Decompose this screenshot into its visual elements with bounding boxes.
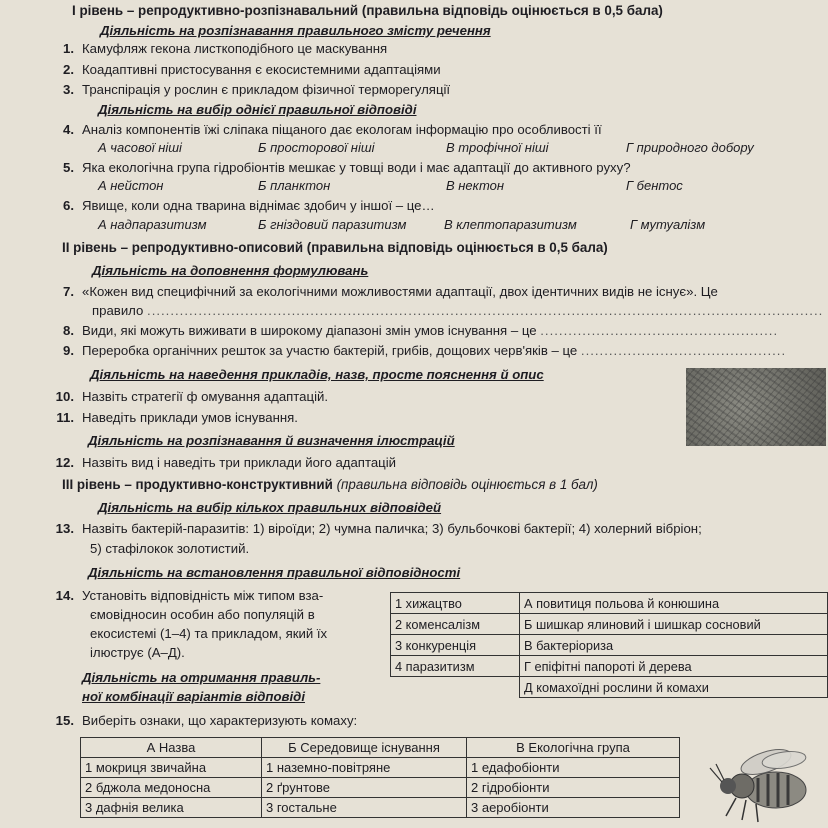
header-eco-group: В Екологічна група: [467, 738, 680, 758]
bee-illustration: [706, 738, 824, 826]
table-row: 1 мокриця звичайна 1 наземно-повітряне 1 едафобіонти: [81, 758, 680, 778]
activity-recognition-heading: Діяльність на розпізнавання правильного змісту речення: [100, 23, 491, 38]
question-15: 15. Виберіть ознаки, що характеризують комаху:: [55, 713, 358, 728]
q5-option-b: Б планктон: [258, 178, 331, 193]
level-1-title: І рівень – репродуктивно-розпізнавальний (правильна відповідь оцінюється в 0,5 бала): [72, 3, 663, 18]
match-right-a: А повитиця польова й конюшина: [520, 593, 828, 614]
q4-option-c: В трофічної ніші: [446, 140, 549, 155]
activity-combination-heading-line1: Діяльність на отримання правиль-: [82, 670, 321, 685]
question-14-line2: ємовідносин особин або популяцій в: [90, 607, 315, 622]
question-2: 2. Коадаптивні пристосування є екосистемними адаптаціями: [63, 62, 441, 77]
q5-option-a: А нейстон: [98, 178, 164, 193]
q6-option-a: А надпаразитизм: [98, 217, 207, 232]
activity-combination-heading-line2: ної комбінації варіантів відповіді: [82, 689, 305, 704]
question-7-line2: правило .................................................................................................................................................: [92, 303, 824, 318]
question-14: 14. Установіть відповідність між типом вза-: [55, 588, 324, 603]
q5-option-c: В нектон: [446, 178, 505, 193]
q6-option-b: Б гніздовий паразитизм: [258, 217, 407, 232]
question-3: 3. Транспірація у рослин є прикладом фізичної терморегуляції: [63, 82, 451, 97]
question-11: 11. Наведіть приклади умов існування.: [56, 410, 298, 425]
q4-option-a: А часової ніші: [98, 140, 182, 155]
match-right-c: В бактеріориза: [520, 635, 828, 656]
q4-option-b: Б просторової ніші: [258, 140, 375, 155]
question-12: 12. Назвіть вид і наведіть три приклади його адаптацій: [55, 455, 397, 470]
level-2-title: ІІ рівень – репродуктивно-описовий (правильна відповідь оцінюється в 0,5 бала): [62, 240, 608, 255]
question-10: 10. Назвіть стратегії ф омування адаптацій.: [55, 389, 329, 404]
table-row: 2 бджола медоносна 2 ґрунтове 2 гідробіонти: [81, 778, 680, 798]
question-13: 13. Назвіть бактерій-паразитів: 1) віроїди; 2) чумна паличка; 3) бульбочкові бактерії; 4) холерний вібріон;: [55, 521, 702, 536]
question-14-line4: ілюструє (А–Д).: [90, 645, 185, 660]
insect-table: [80, 737, 680, 818]
match-right-b: Б шишкар ялиновий і шишкар сосновий: [520, 614, 828, 635]
activity-single-choice-heading: Діяльність на вибір однієї правильної відповіді: [98, 102, 417, 117]
header-name: А Назва: [81, 738, 262, 758]
q5-option-d: Г бентос: [626, 178, 683, 193]
question-4: 4. Аналіз компонентів їжі сліпака піщаного дає екологам інформацію про особливості її: [63, 122, 602, 137]
q6-option-d: Г мутуалізм: [630, 217, 706, 232]
match-right-e: Д комахоїдні рослини й комахи: [520, 677, 828, 698]
match-left-2: 2 коменсалізм: [391, 614, 520, 635]
question-6: 6. Явище, коли одна тварина віднімає здобич у іншої – це…: [63, 198, 435, 213]
activity-examples-heading: Діяльність на наведення прикладів, назв, просте пояснення й опис: [90, 367, 544, 382]
question-7: 7. «Кожен вид специфічний за екологічними можливостями адаптації, двох ідентичних видів не існує». Це: [63, 284, 718, 299]
match-left-3: 3 конкуренція: [391, 635, 520, 656]
q6-option-c: В клептопаразитизм: [444, 217, 577, 232]
question-8: 8. Види, які можуть виживати в широкому діапазоні змін умов існування – це ...................................................: [63, 323, 779, 338]
q4-option-d: Г природного добору: [626, 140, 754, 155]
table-row: 3 дафнія велика 3 гостальне 3 аеробіонти: [81, 798, 680, 818]
level-3-title: ІІІ рівень – продуктивно-конструктивний (правильна відповідь оцінюється в 1 бал): [62, 477, 598, 492]
activity-matching-heading: Діяльність на встановлення правильної відповідності: [88, 565, 461, 580]
illustration-photo: [686, 368, 826, 446]
activity-illustration-heading: Діяльність на розпізнавання й визначення ілюстрацій: [88, 433, 455, 448]
question-5: 5. Яка екологічна група гідробіонтів мешкає у товщі води і має адаптації до активного руху?: [63, 160, 631, 175]
matching-table: [390, 592, 828, 698]
activity-completion-heading: Діяльність на доповнення формулювань: [92, 263, 369, 278]
header-habitat: Б Середовище існування: [262, 738, 467, 758]
question-13-line2: 5) стафілокок золотистий.: [90, 541, 250, 556]
match-left-4: 4 паразитизм: [391, 656, 520, 677]
match-right-d: Г епіфітні папороті й дерева: [520, 656, 828, 677]
question-1: 1. Камуфляж гекона листкоподібного це маскування: [63, 41, 388, 56]
question-9: 9. Переробка органічних решток за участю бактерій, грибів, дощових черв'яків – це ............................................: [63, 343, 787, 358]
question-14-line3: екосистемі (1–4) та прикладом, який їх: [90, 626, 328, 641]
activity-multiple-choice-heading: Діяльність на вибір кількох правильних відповідей: [98, 500, 442, 515]
match-left-1: 1 хижацтво: [391, 593, 520, 614]
